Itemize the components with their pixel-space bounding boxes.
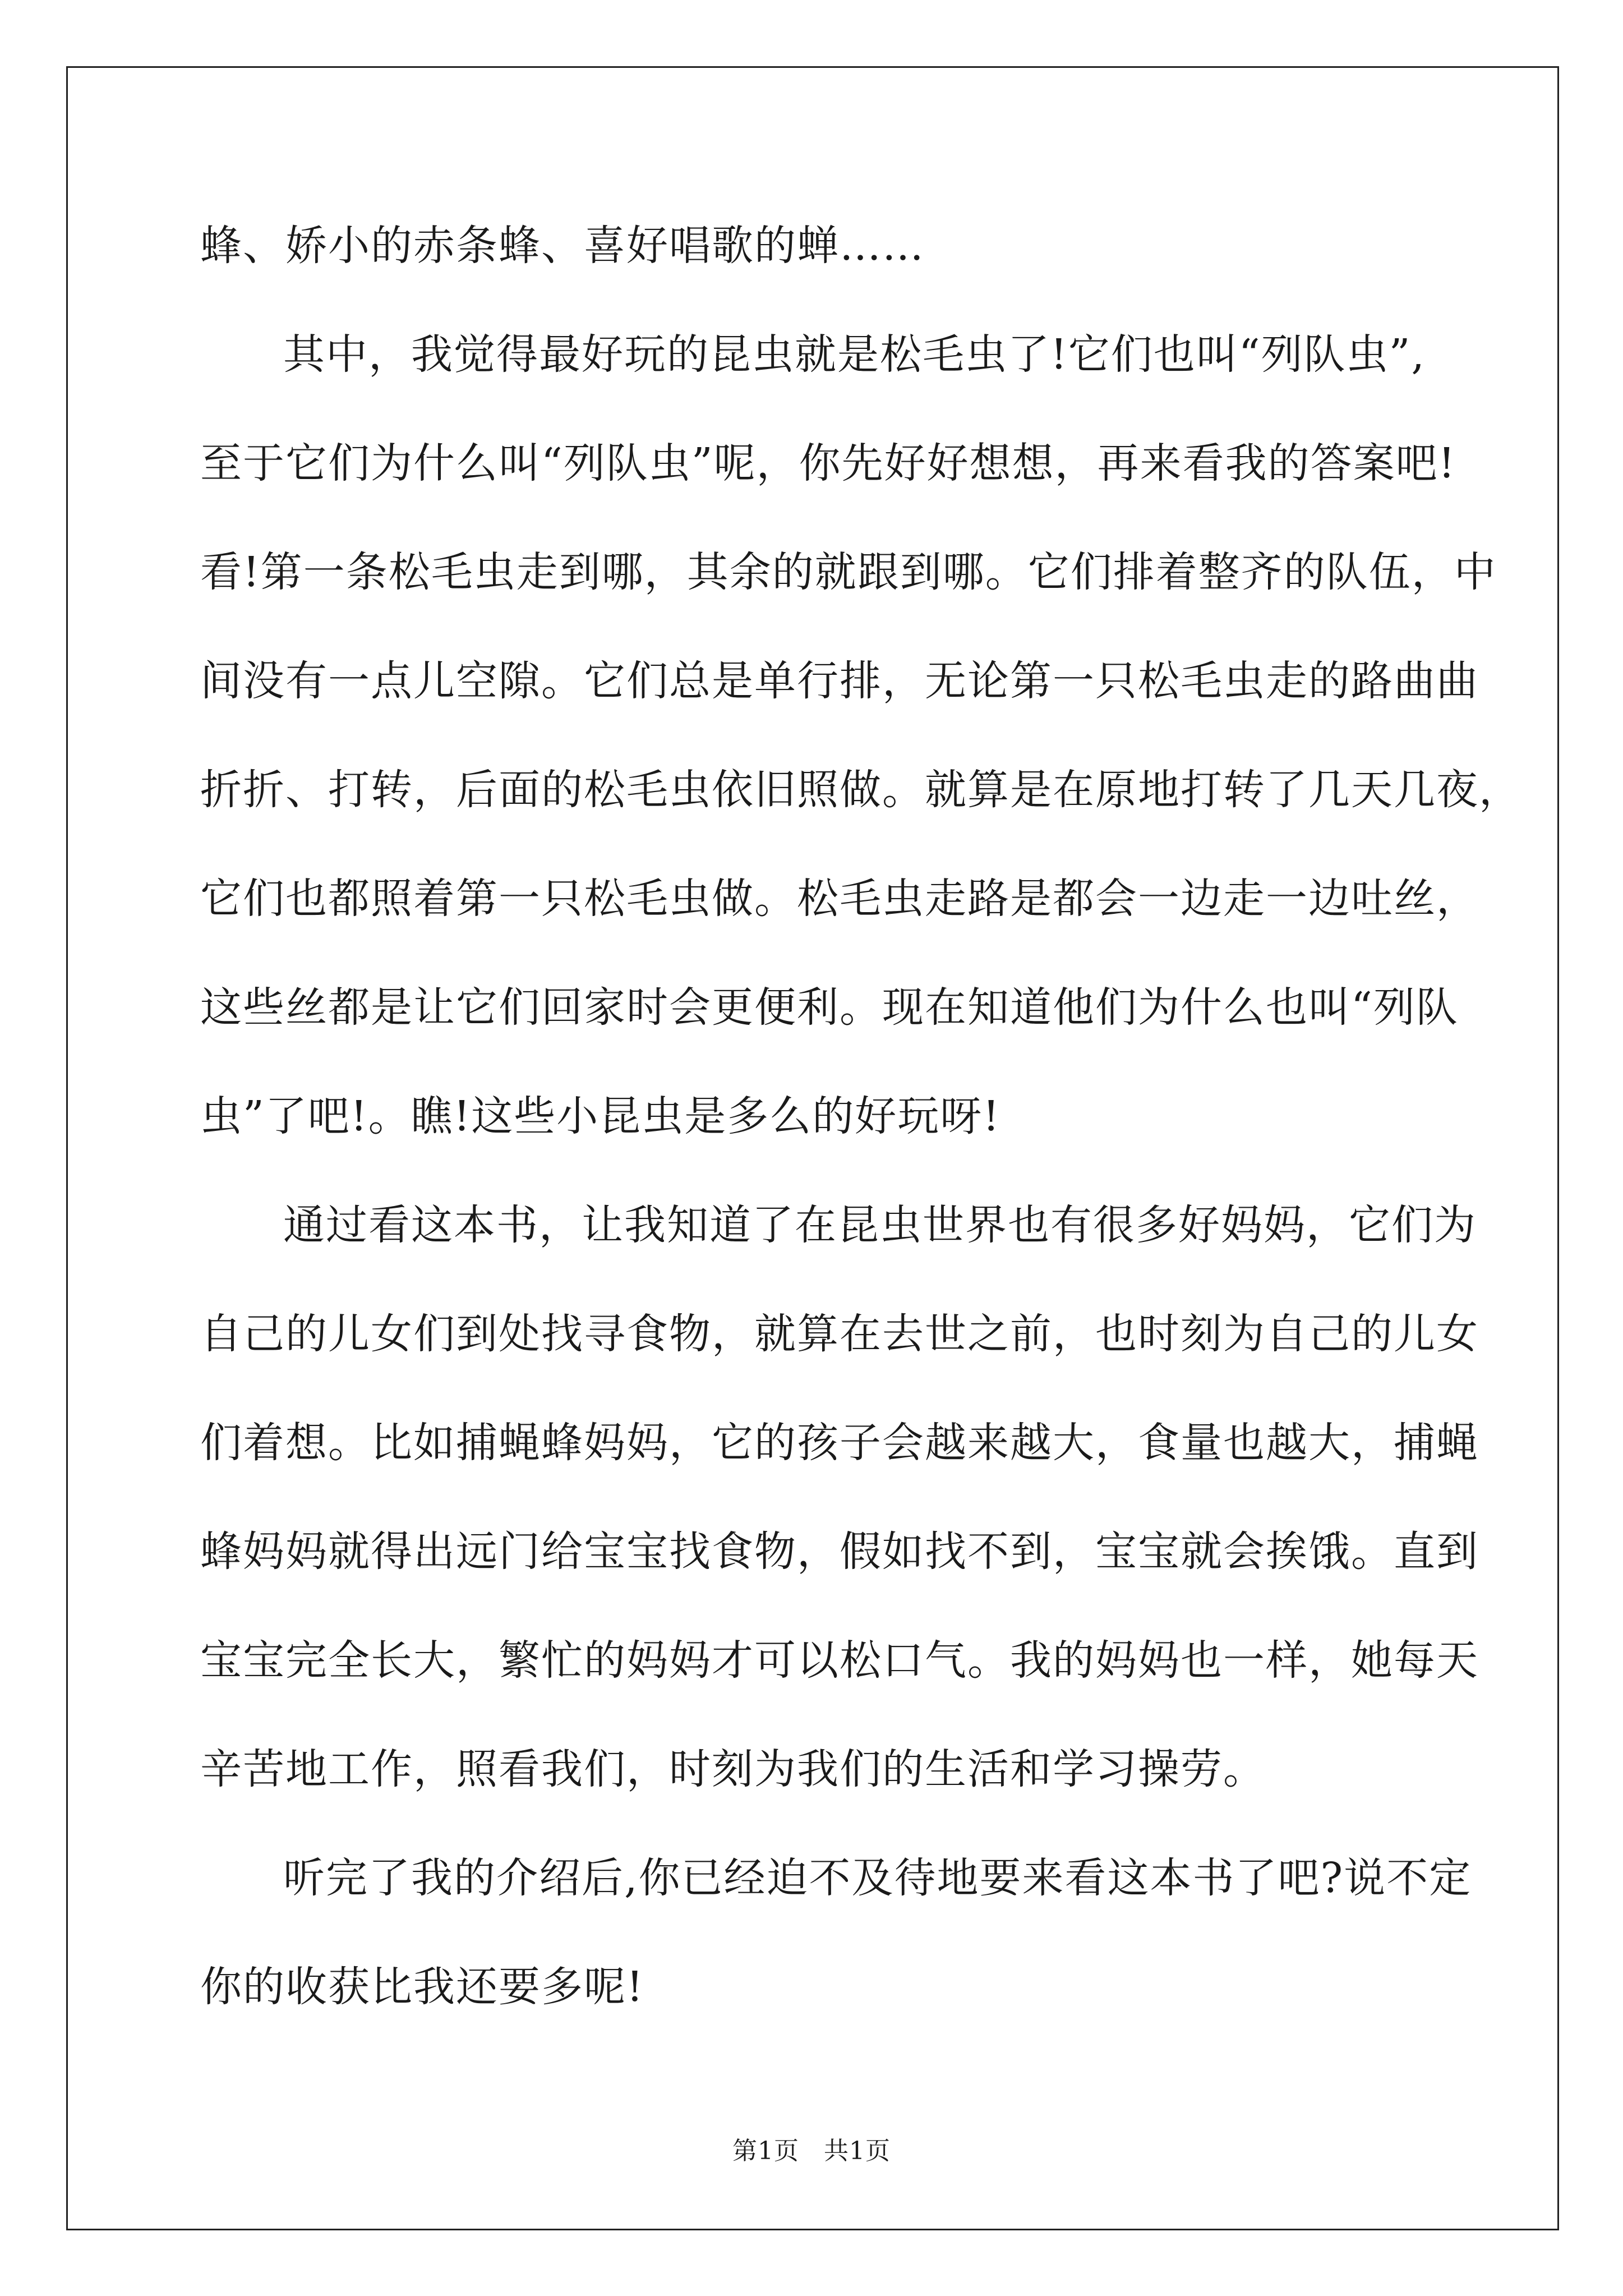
paragraph — [200, 212, 1428, 321]
page-number: 第1页 — [732, 2137, 799, 2165]
text-line: 折折、打转，后面的松毛虫依旧照做。就算是在原地打转了几天几夜， — [200, 766, 1521, 814]
text-line: 听完了我的介绍后,你已经迫不及待地要来看这本书了吧?说不定 — [283, 1854, 1472, 1902]
text-line: 看!第一条松毛虫走到哪，其余的就跟到哪。它们排着整齐的队伍，中 — [200, 548, 1497, 596]
page-footer — [0, 2134, 1623, 2168]
text-line: 其中，我觉得最好玩的昆虫就是松毛虫了!它们也叫“列队虫”, — [283, 330, 1426, 379]
text-line: 们着想。比如捕蝇蜂妈妈，它的孩子会越来越大，食量也越大，捕蝇 — [200, 1419, 1479, 1467]
paragraph — [200, 1844, 1472, 2062]
document-body — [200, 212, 1521, 2062]
paragraph — [200, 321, 1521, 1191]
text-line: 这些丝都是让它们回家时会更便利。现在知道他们为什么也叫“列队 — [200, 983, 1459, 1032]
text-line: 你的收获比我还要多呢! — [200, 1963, 644, 2011]
paragraph — [200, 1191, 1479, 1844]
text-line: 通过看这本书，让我知道了在昆虫世界也有很多好妈妈，它们为 — [283, 1201, 1477, 1249]
text-line: 宝宝完全长大，繁忙的妈妈才可以松口气。我的妈妈也一样，她每天 — [200, 1636, 1479, 1685]
text-line: 虫”了吧!。瞧!这些小昆虫是多么的好玩呀! — [200, 1092, 1001, 1140]
text-line: 辛苦地工作，照看我们，时刻为我们的生活和学习操劳。 — [200, 1745, 1266, 1793]
text-line: 至于它们为什么叫“列队虫”呢，你先好好想想，再来看我的答案吧! — [200, 439, 1456, 487]
page-total: 共1页 — [824, 2137, 891, 2165]
text-line: 自己的儿女们到处找寻食物，就算在去世之前，也时刻为自己的儿女 — [200, 1310, 1479, 1358]
text-line: 蜂、娇小的赤条蜂、喜好唱歌的蝉…… — [200, 222, 925, 270]
text-line: 蜂妈妈就得出远门给宝宝找食物，假如找不到，宝宝就会挨饿。直到 — [200, 1527, 1479, 1576]
text-line: 它们也都照着第一只松毛虫做。松毛虫走路是都会一边走一边吐丝， — [200, 875, 1479, 923]
text-line: 间没有一点儿空隙。它们总是单行排，无论第一只松毛虫走的路曲曲 — [200, 657, 1479, 705]
